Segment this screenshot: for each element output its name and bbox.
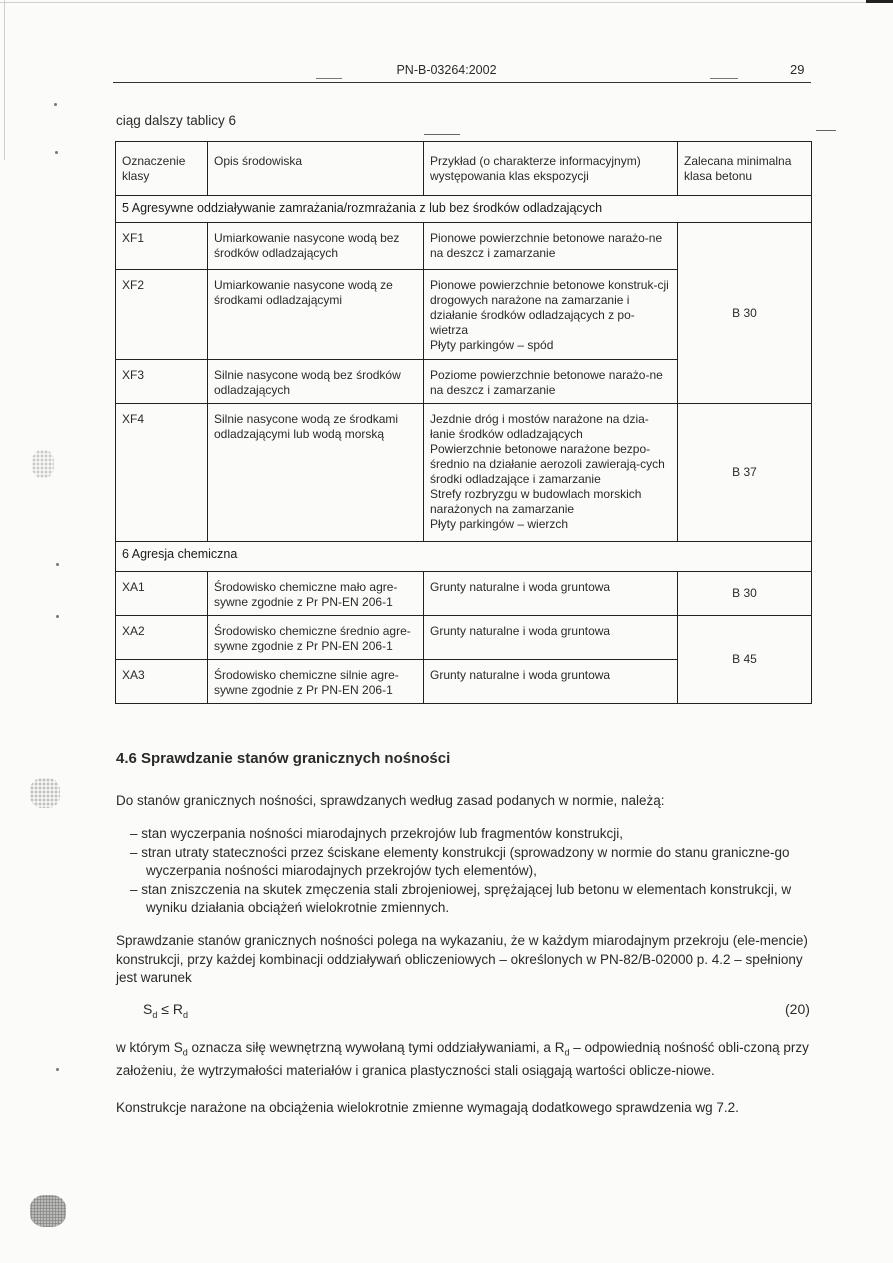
intro-paragraph: Do stanów granicznych nośności, sprawdzanych według zasad podanych w normie, należą: (116, 793, 665, 808)
list-item: – stan wyczerpania nośności miarodajnych przekrojów lub fragmentów konstrukcji, (130, 826, 623, 841)
top-edge-line (0, 2, 893, 3)
where-text: w którym S (116, 1040, 183, 1055)
margin-dot (56, 1068, 59, 1071)
class-example: Poziome powierzchnie betonowe narażo-ne na deszcz i zamarzanie (424, 360, 678, 404)
where-paragraph (116, 1039, 816, 1081)
final-paragraph: Konstrukcje narażone na obciążenia wielokrotnie zmienne wymagają dodatkowego sprawdzenia wg 7.2. (116, 1100, 739, 1115)
margin-dot (56, 615, 59, 618)
class-description: Środowisko chemiczne mało agre-sywne zgodnie z Pr PN-EN 206-1 (208, 572, 424, 616)
class-code: XA1 (116, 572, 208, 616)
class-example: Jezdnie dróg i mostów narażone na dzia-łanie środków odladzających Powierzchnie betonowe narażone bezpo-średnio na działanie aerozoli zawierają-cych środki odladzające i zamarzanie Strefy rozbryzgu w budowlach morskich narażonych na zamarzanie Płyty parkingów – wierzch (424, 404, 678, 542)
header-rule (113, 82, 811, 83)
class-example: Grunty naturalne i woda gruntowa (424, 572, 678, 616)
formula-r: R (172, 1001, 183, 1017)
table-row (116, 616, 812, 660)
header-short-rule (316, 78, 342, 79)
class-description: Umiarkowanie nasycone wodą ze środkami odladzającymi (208, 270, 424, 360)
class-code: XF4 (116, 404, 208, 542)
table-row (116, 572, 812, 616)
where-text: – odpowiednią nośność obli-czoną przy założeniu, że wytrzymałości materiałów i granica plastyczności stali osiągają wartości oblicze-niowe. (116, 1040, 809, 1079)
class-description: Silnie nasycone wodą bez środków odladzających (208, 360, 424, 404)
margin-dot (55, 151, 58, 154)
table-row (116, 223, 812, 270)
list-item: – stan zniszczenia na skutek zmęczenia stali zbrojeniowej, sprężającej lub betonu w elementach konstrukcji, w wyniku działania obciążeń wielokrotnie zmiennych. (130, 881, 792, 915)
formula-r-subscript: d (182, 1009, 188, 1020)
section-row-6 (116, 542, 812, 572)
min-class-value: B 30 (678, 572, 812, 616)
margin-smudge (30, 1195, 66, 1227)
exposure-classes-table (115, 141, 812, 704)
class-code: XF2 (116, 270, 208, 360)
class-description: Silnie nasycone wodą ze środkami odladzającymi lub wodą morską (208, 404, 424, 542)
check-paragraph: Sprawdzanie stanów granicznych nośności polega na wykazaniu, że w każdym miarodajnym przekroju (ele-mencie) konstrukcji, przy każdej kombinacji oddziaływań obliczeniowych – określonych w PN-82/B-02000 p. 4.2 – spełniony jest warunek (116, 933, 808, 985)
class-example: Pionowe powierzchnie betonowe narażo-ne na deszcz i zamarzanie (424, 223, 678, 270)
class-description: Umiarkowanie nasycone wodą bez środków odladzających (208, 223, 424, 270)
decorative-rule (816, 130, 836, 131)
formula-s: S (143, 1001, 153, 1017)
table-row (116, 404, 812, 542)
section-5-label: 5 Agresywne oddziaływanie zamrażania/rozmrażania z lub bez środków odladzających (116, 196, 812, 223)
class-code: XA3 (116, 660, 208, 704)
header-short-rule (710, 78, 738, 79)
header-min-class: Zalecana minimalna klasa betonu (678, 142, 812, 196)
standard-code: PN-B-03264:2002 (396, 63, 497, 77)
table-header-row (116, 142, 812, 196)
decorative-rule (424, 134, 460, 135)
formula-s-subscript: d (152, 1009, 158, 1020)
class-example: Grunty naturalne i woda gruntowa (424, 616, 678, 660)
min-class-value: B 37 (678, 404, 812, 542)
margin-dot (56, 563, 59, 566)
header-example: Przykład (o charakterze informacyjnym) występowania klas ekspozycji (424, 142, 678, 196)
margin-dot (54, 103, 57, 106)
header-description: Opis środowiska (208, 142, 424, 196)
table-continuation-label: ciąg dalszy tablicy 6 (116, 113, 237, 128)
page-number: 29 (790, 62, 805, 77)
condition-formula (143, 1001, 188, 1020)
section-6-label: 6 Agresja chemiczna (116, 542, 812, 572)
min-class-value: B 45 (678, 616, 812, 704)
where-subscript: d (564, 1047, 570, 1058)
margin-smudge (32, 450, 54, 478)
min-class-value: B 30 (678, 223, 812, 404)
class-code: XF3 (116, 360, 208, 404)
class-example: Pionowe powierzchnie betonowe konstruk-cji drogowych narażone na zamarzanie i działanie środków odladzających z po-wietrza Płyty parkingów – spód (424, 270, 678, 360)
formula-number: (20) (785, 1001, 810, 1017)
class-description: Środowisko chemiczne średnio agre-sywne zgodnie z Pr PN-EN 206-1 (208, 616, 424, 660)
section-row-5 (116, 196, 812, 223)
class-code: XF1 (116, 223, 208, 270)
corner-mark (866, 0, 893, 3)
class-description: Środowisko chemiczne silnie agre-sywne zgodnie z Pr PN-EN 206-1 (208, 660, 424, 704)
where-text: oznacza siłę wewnętrzną wywołaną tymi oddziaływaniami, a R (187, 1040, 565, 1055)
where-subscript: d (182, 1047, 188, 1058)
class-code: XA2 (116, 616, 208, 660)
section-heading: 4.6 Sprawdzanie stanów granicznych nośności (116, 750, 451, 767)
left-scan-line (4, 0, 5, 160)
limit-states-list (116, 825, 816, 918)
header-class-code: Oznaczenie klasy (116, 142, 208, 196)
list-item: – stran utraty stateczności przez ściskane elementy konstrukcji (sprowadzony w normie do stanu graniczne-go wyczerpania nośności miarodajnych przekrojów tych elementów), (130, 844, 790, 878)
class-example: Grunty naturalne i woda gruntowa (424, 660, 678, 704)
formula-operator: ≤ (157, 1001, 173, 1017)
margin-smudge (30, 778, 60, 808)
